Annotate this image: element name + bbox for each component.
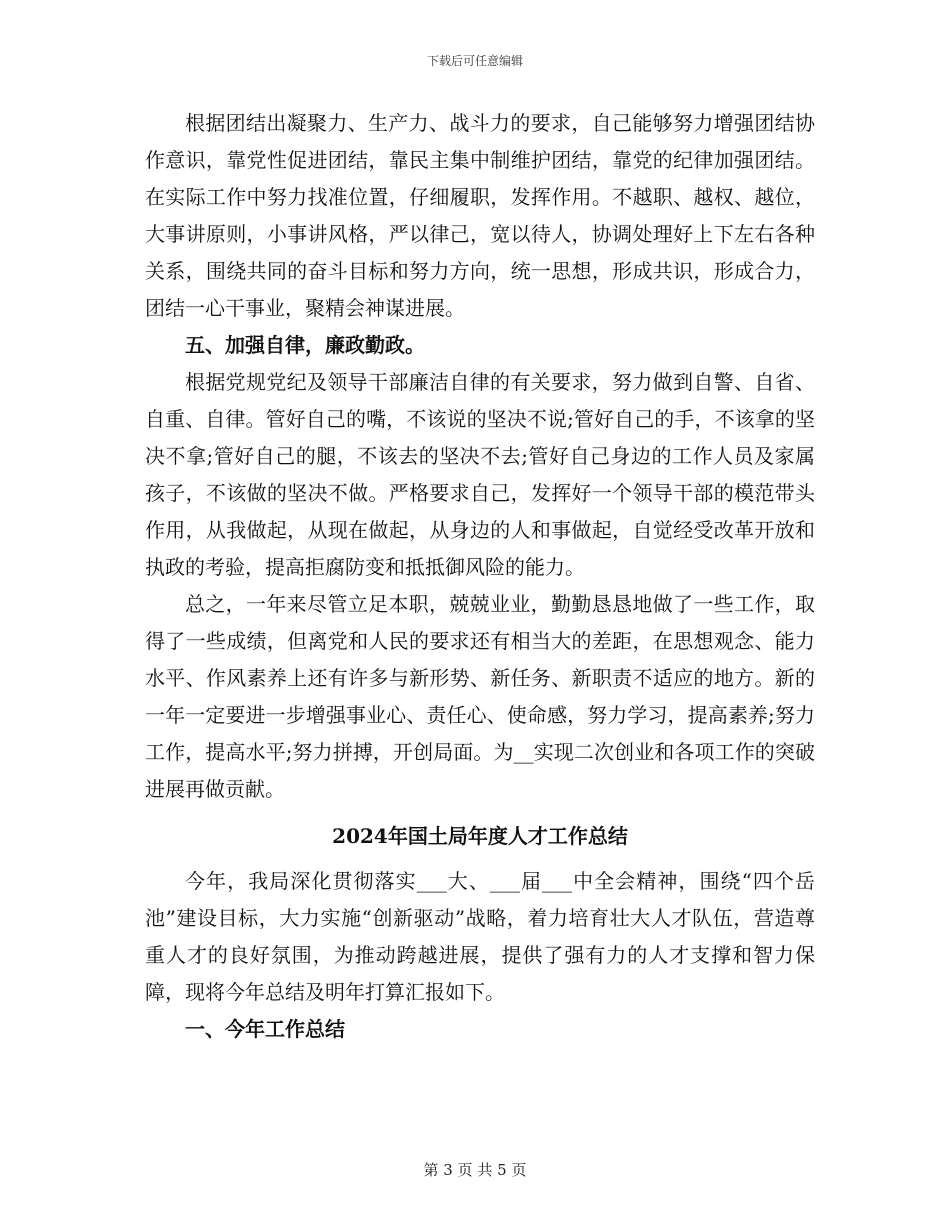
paragraph-self-discipline: 根据党规党纪及领导干部廉洁自律的有关要求，努力做到自警、自省、自重、自律。管好自己的嘴，不该说的坚决不说;管好自己的手，不该拿的坚决不拿;管好自己的腿，不该去的坚决不去;管好自己身边的工作人员及家属孩子，不该做的坚决不做。严格要求自己，发挥好一个领导干部的模范带头作用，从我做起，从现在做起，从身边的人和事做起，自觉经受改革开放和执政的考验，提高拒腐防变和抵抵御风险的能力。 [145, 370, 815, 579]
document-title: 2024年国土局年度人才工作总结 [332, 824, 628, 848]
paragraph-unity: 根据团结出凝聚力、生产力、战斗力的要求，自己能够努力增强团结协作意识，靠党性促进团结，靠民主集中制维护团结，靠党的纪律加强团结。在实际工作中努力找准位置，仔细履职，发挥作用。不越职、越权、越位，大事讲原则，小事讲风格，严以律己，宽以待人，协调处理好上下左右各种关系，围绕共同的奋斗目标和努力方向，统一思想，形成共识，形成合力，团结一心干事业，聚精会神谋进展。 [145, 111, 815, 320]
section-heading-five: 五、加强自律，廉政勤政。 [185, 333, 425, 357]
section-heading-one: 一、今年工作总结 [185, 1017, 345, 1041]
page-header-note: 下载后可任意编辑 [426, 54, 523, 68]
document-body [145, 105, 815, 1048]
paragraph-conclusion: 总之，一年来尽管立足本职，兢兢业业，勤勤恳恳地做了一些工作，取得了一些成绩，但离党和人民的要求还有相当大的差距，在思想观念、能力水平、作风素养上还有许多与新形势、新任务、新职责不适应的地方。新的一年一定要进一步增强事业心、责任心、使命感，努力学习，提高素养;努力工作，提高水平;努力拼搏，开创局面。为__实现二次创业和各项工作的突破进展再做贡献。 [145, 592, 815, 801]
page-footer: 第 3 页 共 5 页 [423, 1161, 527, 1179]
paragraph-intro: 今年，我局深化贯彻落实___大、___届___中全会精神，围绕“四个岳池”建设目标，大力实施“创新驱动”战略，着力培育壮大人才队伍，营造尊重人才的良好氛围，为推动跨越进展，提供了强有力的人才支撑和智力保障，现将今年总结及明年打算汇报如下。 [145, 869, 815, 1004]
